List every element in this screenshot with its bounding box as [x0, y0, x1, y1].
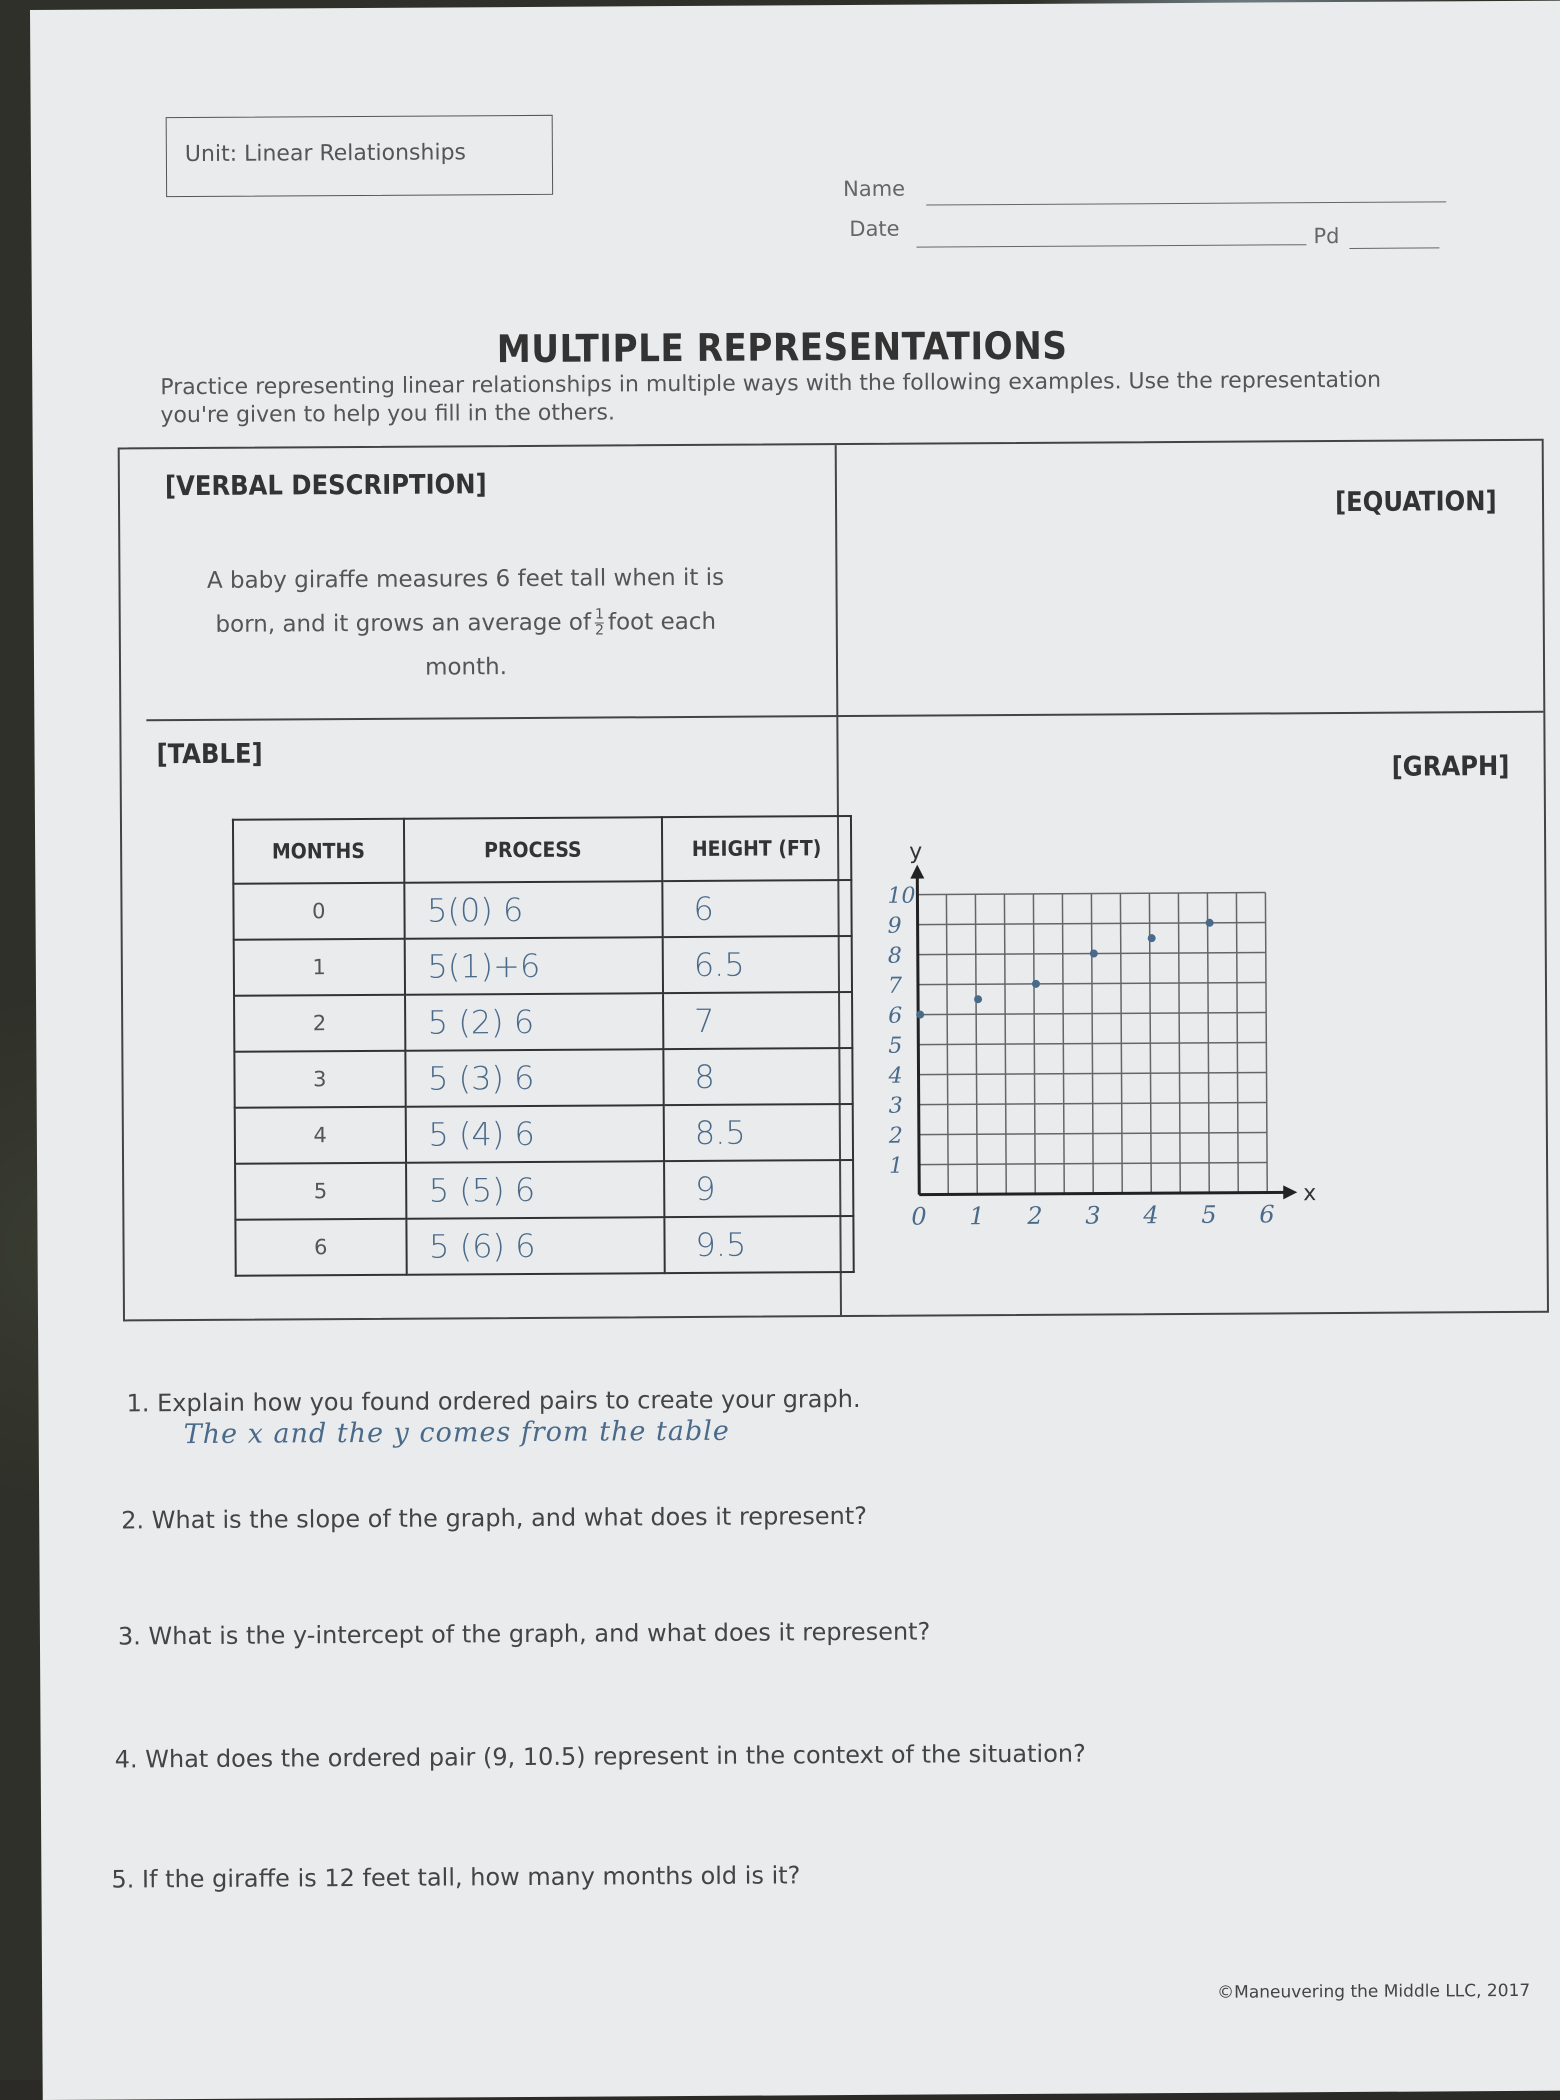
fraction-numerator: 1	[594, 606, 604, 623]
grid-line-horizontal	[918, 1042, 1266, 1044]
grid-line-horizontal	[919, 1132, 1267, 1134]
y-tick-label: 4	[888, 1063, 903, 1089]
y-axis	[917, 873, 919, 1195]
question-3: 3. What is the y-intercept of the graph, and what does it represent?	[117, 1617, 931, 1651]
x-tick-label: 3	[1085, 1201, 1101, 1230]
name-line	[926, 201, 1446, 205]
height-cell[interactable]: 8	[663, 1048, 852, 1105]
verbal-line-2b: foot each	[607, 608, 717, 636]
question-4: 4. What does the ordered pair (9, 10.5) represent in the context of the situation?	[114, 1739, 1086, 1774]
plotted-point	[1206, 919, 1214, 927]
table-row	[234, 936, 852, 996]
header-process: PROCESS	[403, 817, 662, 883]
y-tick-label: 10	[887, 883, 916, 909]
verbal-line-3: month.	[424, 654, 508, 681]
verbal-description	[170, 556, 761, 692]
y-tick-label: 2	[888, 1123, 903, 1149]
x-axis-arrow	[1283, 1185, 1297, 1199]
months-cell: 2	[234, 995, 405, 1052]
y-tick-label: 8	[887, 943, 902, 969]
y-tick-label: 5	[888, 1033, 903, 1059]
date-label: Date	[849, 216, 900, 241]
table-label: [TABLE]	[156, 738, 263, 771]
representations-box	[118, 439, 1549, 1322]
pd-label: Pd	[1313, 224, 1340, 249]
months-cell: 3	[234, 1051, 405, 1108]
unit-box	[166, 115, 553, 197]
y-tick-label: 6	[888, 1003, 903, 1029]
process-cell[interactable]: 5 (3) 6	[405, 1049, 664, 1107]
worksheet-page	[30, 0, 1560, 2099]
x-axis-label: x	[1303, 1181, 1317, 1207]
unit-label: Unit: Linear Relationships	[184, 140, 467, 168]
height-cell[interactable]: 9	[664, 1160, 853, 1217]
grid-line-horizontal	[918, 982, 1266, 984]
y-tick-label: 9	[887, 913, 902, 939]
verbal-line-2	[171, 600, 761, 648]
y-axis-arrow	[910, 865, 924, 879]
plotted-point	[1148, 934, 1156, 942]
table-row	[235, 1160, 853, 1220]
grid-line-horizontal	[918, 1012, 1266, 1014]
intro-text: Practice representing linear relationships in multiple ways with the following examples. Use the representation you're given to help you fill in the others.	[160, 367, 1382, 429]
x-tick-label: 5	[1201, 1200, 1217, 1229]
plotted-point	[1032, 980, 1040, 988]
height-cell[interactable]: 6	[662, 880, 851, 937]
header-height: HEIGHT (FT)	[662, 816, 851, 881]
equation-label: [EQUATION]	[1334, 486, 1497, 519]
grid-line-horizontal	[919, 1162, 1267, 1164]
process-cell[interactable]: 5 (5) 6	[406, 1161, 665, 1219]
verbal-line-2a: born, and it grows an average of	[215, 609, 592, 638]
y-tick-label: 3	[888, 1093, 903, 1119]
date-line	[916, 244, 1306, 247]
y-tick-label: 1	[889, 1153, 904, 1179]
answer-1-handwritten: The x and the y comes from the table	[183, 1415, 730, 1451]
table-row	[235, 1216, 853, 1276]
graph-label: [GRAPH]	[1391, 750, 1510, 783]
height-cell[interactable]: 6.5	[663, 936, 852, 993]
months-cell: 5	[235, 1163, 406, 1220]
y-axis-label: y	[909, 839, 923, 865]
verbal-line-1: A baby giraffe measures 6 feet tall when it is	[206, 564, 725, 594]
page-title: MULTIPLE REPRESENTATIONS	[496, 323, 1068, 372]
process-cell[interactable]: 5(0) 6	[404, 881, 663, 939]
x-tick-label: 2	[1027, 1201, 1043, 1230]
plotted-point	[916, 1011, 924, 1019]
grid-line-horizontal	[919, 1072, 1267, 1074]
data-table	[232, 815, 855, 1277]
question-2: 2. What is the slope of the graph, and what does it represent?	[121, 1501, 868, 1535]
months-cell: 4	[235, 1107, 406, 1164]
x-tick-label: 0	[911, 1202, 927, 1231]
plotted-point	[974, 995, 982, 1003]
fraction-denominator: 2	[595, 622, 605, 639]
x-tick-label: 4	[1143, 1201, 1159, 1230]
table-row	[233, 880, 851, 940]
months-cell: 0	[233, 883, 404, 940]
coordinate-graph	[857, 772, 1330, 1235]
x-axis	[919, 1192, 1289, 1194]
table-row	[234, 992, 852, 1052]
one-half-fraction	[595, 608, 604, 639]
name-label: Name	[843, 176, 906, 202]
header-months: MONTHS	[233, 819, 404, 884]
x-tick-label: 1	[969, 1202, 985, 1231]
months-cell: 6	[235, 1219, 406, 1276]
process-cell[interactable]: 5 (4) 6	[405, 1105, 664, 1163]
table-row	[234, 1048, 852, 1108]
question-5: 5. If the giraffe is 12 feet tall, how many months old is it?	[111, 1861, 801, 1894]
x-tick-label: 6	[1259, 1200, 1275, 1229]
plotted-point	[1090, 949, 1098, 957]
grid-line-horizontal	[919, 1102, 1267, 1104]
divider-horizontal	[146, 711, 1543, 722]
copyright-notice: ©Maneuvering the Middle LLC, 2017	[1217, 1980, 1531, 2003]
process-cell[interactable]: 5(1)+6	[404, 937, 663, 995]
verbal-description-label: [VERBAL DESCRIPTION]	[164, 469, 487, 503]
process-cell[interactable]: 5 (6) 6	[406, 1217, 665, 1275]
y-tick-label: 7	[887, 973, 903, 999]
pd-line	[1349, 247, 1439, 249]
grid-line-horizontal	[917, 892, 1265, 894]
question-1: 1. Explain how you found ordered pairs to create your graph.	[126, 1384, 861, 1418]
table-row	[235, 1104, 853, 1164]
height-cell[interactable]: 9.5	[664, 1216, 853, 1273]
height-cell[interactable]: 8.5	[664, 1104, 853, 1161]
months-cell: 1	[234, 939, 405, 996]
process-cell[interactable]: 5 (2) 6	[405, 993, 664, 1051]
height-cell[interactable]: 7	[663, 992, 852, 1049]
